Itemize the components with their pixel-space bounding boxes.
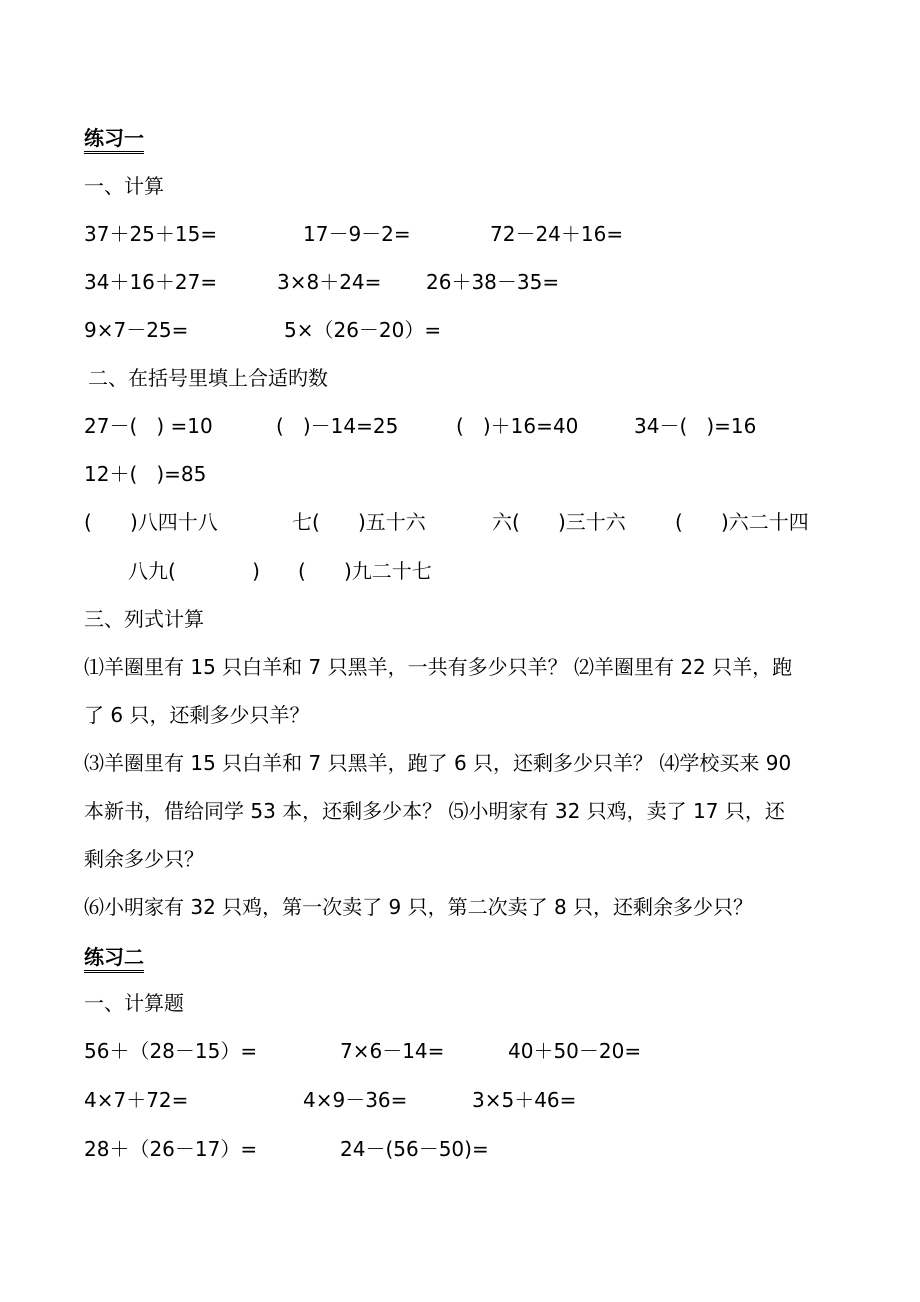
problem: 六( )三十六 <box>492 510 626 534</box>
problem: 七( )五十六 <box>292 510 426 534</box>
section-heading: 一、计算 <box>84 174 164 198</box>
problem: 27－( ) =10 <box>84 414 213 438</box>
problem: 34－( )=16 <box>634 414 757 438</box>
problem: ( )九二十七 <box>298 559 432 583</box>
problem: ( )＋16=40 <box>456 414 579 438</box>
problem: 56＋（28－15）= <box>84 1039 258 1063</box>
word-problem-line: 了 6 只，还剩多少只羊？ <box>84 703 310 727</box>
problem: 17－9－2= <box>303 222 411 246</box>
problem: ( )六二十四 <box>675 510 809 534</box>
section-heading: 三、列式计算 <box>84 607 204 631</box>
problem: ( )八四十八 <box>84 510 218 534</box>
problem: 3×5＋46= <box>472 1088 577 1112</box>
problem: 28＋（26－17）= <box>84 1137 258 1161</box>
word-problem-line: 本新书，借给同学 53 本，还剩多少本？ ⑸小明家有 32 只鸡，卖了 17 只，还 <box>84 799 785 823</box>
problem: 37＋25＋15= <box>84 222 218 246</box>
section-heading: 二、在括号里填上合适旳数 <box>88 366 328 390</box>
problem: 26＋38－35= <box>426 270 560 294</box>
problem: 24－(56－50)= <box>340 1137 489 1161</box>
problem: 八九( ) <box>128 559 260 583</box>
problem: ( )－14=25 <box>276 414 399 438</box>
problem: 7×6－14= <box>340 1039 445 1063</box>
problem: 4×9－36= <box>303 1088 408 1112</box>
word-problem-line: 剩余多少只？ <box>84 847 204 871</box>
exercise-2-title: 练习二 <box>84 945 144 973</box>
problem: 12＋( )=85 <box>84 462 207 486</box>
problem: 5×（26－20）= <box>284 318 442 342</box>
exercise-1-title: 练习一 <box>84 126 144 154</box>
word-problem-line: ⑴羊圈里有 15 只白羊和 7 只黑羊，一共有多少只羊？ ⑵羊圈里有 22 只羊，跑 <box>84 655 793 679</box>
section-heading: 一、计算题 <box>84 991 184 1015</box>
word-problem-line: ⑹小明家有 32 只鸡，第一次卖了 9 只，第二次卖了 8 只，还剩余多少只？ <box>84 895 754 919</box>
problem: 72－24＋16= <box>490 222 624 246</box>
problem: 40＋50－20= <box>508 1039 642 1063</box>
problem: 3×8＋24= <box>277 270 382 294</box>
problem: 9×7－25= <box>84 318 189 342</box>
problem: 4×7＋72= <box>84 1088 189 1112</box>
word-problem-line: ⑶羊圈里有 15 只白羊和 7 只黑羊，跑了 6 只，还剩多少只羊？ ⑷学校买来 90 <box>84 751 792 775</box>
problem: 34＋16＋27= <box>84 270 218 294</box>
